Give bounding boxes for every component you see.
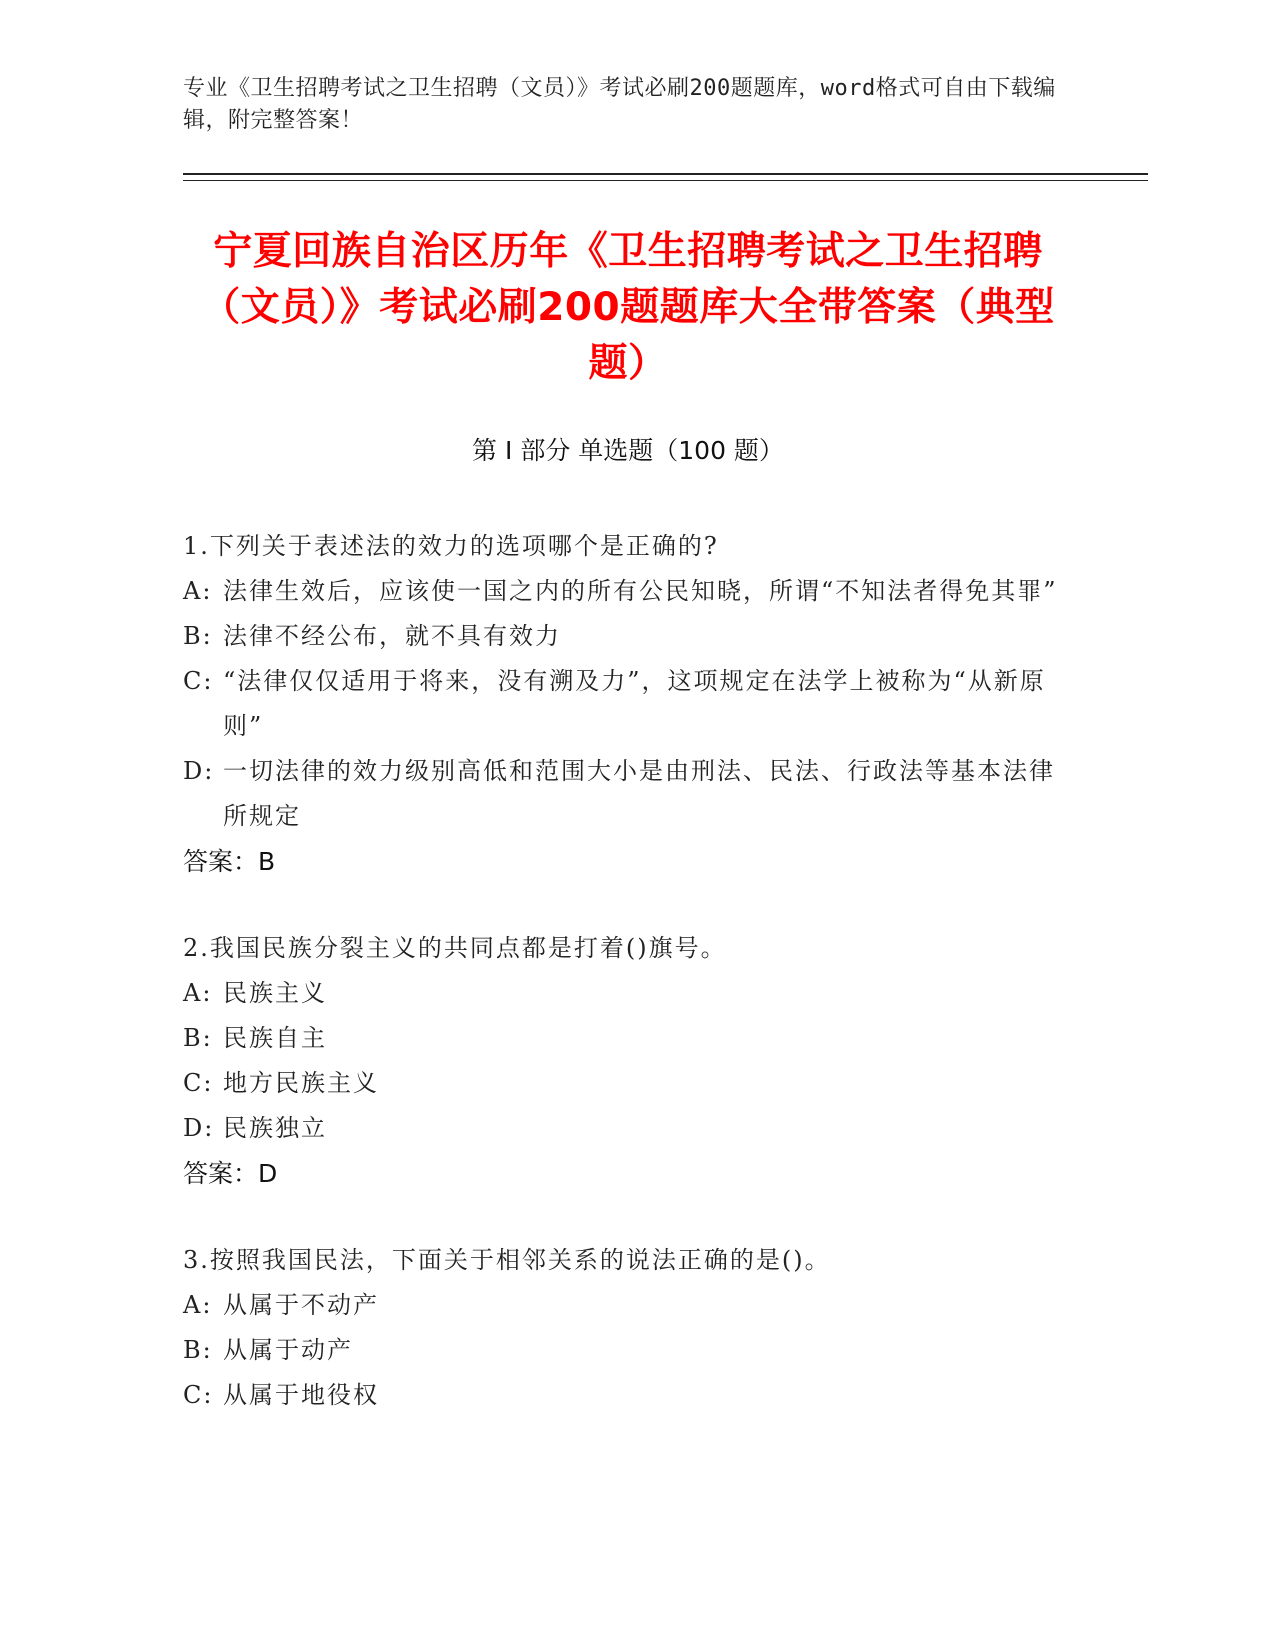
- document-title: 宁夏回族自治区历年《卫生招聘考试之卫生招聘（文员）》考试必刷200题题库大全带答案（典型题）: [201, 229, 1055, 386]
- question-2: [183, 926, 1063, 1196]
- option-text: 法律不经公布，就不具有效力: [223, 622, 561, 650]
- option-text: “法律仅仅适用于将来，没有溯及力”，这项规定在法学上被称为“从新原则”: [223, 667, 1046, 740]
- question-stem: 2.我国民族分裂主义的共同点都是打着()旗号。: [183, 934, 727, 962]
- option-a: [183, 971, 1063, 1016]
- question-stem: 1.下列关于表述法的效力的选项哪个是正确的?: [183, 532, 719, 560]
- question-3: [183, 1238, 1063, 1418]
- option-key: B:: [183, 1336, 213, 1364]
- option-key: C:: [183, 1381, 214, 1409]
- option-a: [183, 569, 1063, 614]
- option-b: [183, 1016, 1063, 1061]
- option-key: A:: [183, 577, 213, 605]
- option-key: C:: [183, 667, 214, 695]
- option-text: 从属于动产: [223, 1336, 353, 1364]
- option-text: 从属于地役权: [223, 1381, 379, 1409]
- option-key: A:: [183, 1291, 213, 1319]
- option-text: 民族主义: [223, 979, 327, 1007]
- option-text: 从属于不动产: [223, 1291, 379, 1319]
- option-text: 一切法律的效力级别高低和范围大小是由刑法、民法、行政法等基本法律所规定: [223, 757, 1055, 830]
- header-note: 专业《卫生招聘考试之卫生招聘（文员）》考试必刷200题题库，word格式可自由下载编辑，附完整答案！: [183, 76, 1056, 133]
- option-text: 民族自主: [223, 1024, 327, 1052]
- option-d: [183, 1106, 1063, 1151]
- option-key: B:: [183, 1024, 213, 1052]
- option-key: D:: [183, 757, 215, 785]
- option-d: [183, 749, 1063, 839]
- option-text: 地方民族主义: [223, 1069, 379, 1097]
- header-divider-thin: [183, 180, 1148, 181]
- header-divider-thick: [183, 173, 1148, 175]
- answer-line: 答案：B: [183, 847, 276, 876]
- option-key: C:: [183, 1069, 214, 1097]
- option-key: A:: [183, 979, 213, 1007]
- option-key: D:: [183, 1114, 215, 1142]
- option-c: [183, 1061, 1063, 1106]
- question-list: [183, 524, 1063, 1460]
- option-a: [183, 1283, 1063, 1328]
- option-b: [183, 1328, 1063, 1373]
- option-b: [183, 614, 1063, 659]
- option-c: [183, 1373, 1063, 1418]
- option-key: B:: [183, 622, 213, 650]
- option-c: [183, 659, 1063, 749]
- option-text: 法律生效后，应该使一国之内的所有公民知晓，所谓“不知法者得免其罪”: [223, 577, 1058, 605]
- answer-line: 答案：D: [183, 1159, 278, 1188]
- section-heading: 第 I 部分 单选题（100 题）: [472, 436, 784, 465]
- option-text: 民族独立: [223, 1114, 327, 1142]
- question-stem: 3.按照我国民法，下面关于相邻关系的说法正确的是()。: [183, 1246, 831, 1274]
- question-1: [183, 524, 1063, 884]
